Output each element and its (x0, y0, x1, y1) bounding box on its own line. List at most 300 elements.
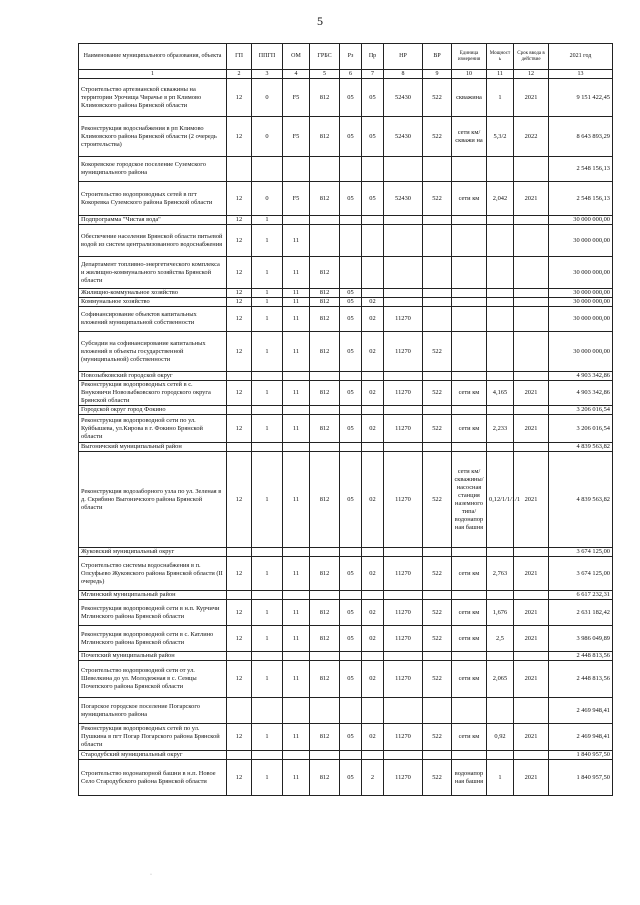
cell-vr (423, 591, 452, 600)
cell-gp: 12 (227, 117, 252, 157)
cell-gp: 12 (227, 557, 252, 591)
cell-pr (362, 406, 384, 415)
cell-commission (514, 751, 549, 760)
cell-capacity (487, 332, 514, 372)
cell-amount: 4 839 563,82 (549, 452, 613, 548)
cell-gp: 12 (227, 452, 252, 548)
cell-commission (514, 157, 549, 182)
cell-rz: 05 (340, 760, 362, 796)
cell-capacity (487, 307, 514, 332)
header-om: ОМ (283, 44, 310, 70)
cell-vr (423, 548, 452, 557)
cell-unit (452, 289, 487, 298)
cell-name: Жуковский муниципальный округ (79, 548, 227, 557)
cell-rz (340, 257, 362, 289)
cell-gp (227, 652, 252, 661)
cell-commission (514, 298, 549, 307)
cell-rz (340, 443, 362, 452)
cell-pr: 02 (362, 415, 384, 443)
col-number: 5 (310, 70, 340, 79)
cell-ppgp: 0 (252, 182, 283, 216)
cell-commission (514, 372, 549, 381)
cell-gp: 12 (227, 626, 252, 652)
cell-unit: сети км (452, 600, 487, 626)
cell-rz: 05 (340, 415, 362, 443)
cell-commission: 2021 (514, 79, 549, 117)
cell-rz (340, 548, 362, 557)
table-row (79, 724, 613, 751)
cell-gp: 12 (227, 257, 252, 289)
cell-commission (514, 257, 549, 289)
cell-rz: 05 (340, 289, 362, 298)
cell-grbs (310, 157, 340, 182)
cell-gp: 12 (227, 760, 252, 796)
cell-commission (514, 652, 549, 661)
cell-unit (452, 652, 487, 661)
cell-name: Коммунальное хозяйство (79, 298, 227, 307)
cell-vr (423, 157, 452, 182)
cell-ppgp (252, 698, 283, 724)
header-rz: Рз (340, 44, 362, 70)
cell-gp: 12 (227, 332, 252, 372)
header-gp: ГП (227, 44, 252, 70)
cell-nr: 52430 (384, 182, 423, 216)
cell-grbs: 812 (310, 724, 340, 751)
cell-commission (514, 591, 549, 600)
cell-om: 11 (283, 307, 310, 332)
table-row (79, 557, 613, 591)
table-row (79, 298, 613, 307)
cell-capacity: 2,042 (487, 182, 514, 216)
cell-unit: скважина (452, 79, 487, 117)
cell-om: F5 (283, 79, 310, 117)
col-number: 4 (283, 70, 310, 79)
table-row (79, 600, 613, 626)
col-number: 6 (340, 70, 362, 79)
cell-grbs (310, 443, 340, 452)
cell-grbs (310, 406, 340, 415)
cell-rz: 05 (340, 307, 362, 332)
cell-om (283, 372, 310, 381)
cell-pr (362, 698, 384, 724)
cell-grbs: 812 (310, 79, 340, 117)
cell-ppgp (252, 372, 283, 381)
cell-capacity: 1,676 (487, 600, 514, 626)
cell-commission (514, 332, 549, 372)
cell-commission (514, 406, 549, 415)
cell-rz: 05 (340, 557, 362, 591)
table-row (79, 415, 613, 443)
cell-pr (362, 257, 384, 289)
cell-name: Строительство водопроводной сети от ул. Шевелкина до ул. Молодежная в с. Семцы Почепского района Брянской области (79, 661, 227, 698)
cell-ppgp: 1 (252, 760, 283, 796)
header-year: 2021 год (549, 44, 613, 70)
cell-nr (384, 652, 423, 661)
col-number: 2 (227, 70, 252, 79)
cell-capacity (487, 548, 514, 557)
table-row (79, 443, 613, 452)
cell-ppgp: 1 (252, 332, 283, 372)
header-ppgp: ППГП (252, 44, 283, 70)
cell-gp: 12 (227, 182, 252, 216)
cell-name: Новозыбковский городской округ (79, 372, 227, 381)
cell-vr (423, 698, 452, 724)
cell-om (283, 406, 310, 415)
cell-pr: 02 (362, 724, 384, 751)
cell-name: Подпрограмма "Чистая вода" (79, 216, 227, 225)
table-row (79, 698, 613, 724)
cell-ppgp: 0 (252, 117, 283, 157)
cell-nr: 11270 (384, 626, 423, 652)
cell-unit (452, 332, 487, 372)
cell-rz: 05 (340, 452, 362, 548)
cell-name: Выгоничский муниципальный район (79, 443, 227, 452)
cell-gp: 12 (227, 289, 252, 298)
cell-amount: 30 000 000,00 (549, 332, 613, 372)
cell-grbs: 812 (310, 760, 340, 796)
table-row (79, 751, 613, 760)
cell-grbs: 812 (310, 600, 340, 626)
cell-nr (384, 372, 423, 381)
cell-gp: 12 (227, 724, 252, 751)
cell-grbs: 812 (310, 626, 340, 652)
cell-vr: 522 (423, 724, 452, 751)
cell-pr: 05 (362, 117, 384, 157)
cell-gp: 12 (227, 298, 252, 307)
table-header (79, 44, 613, 70)
cell-om: 11 (283, 298, 310, 307)
cell-ppgp: 1 (252, 600, 283, 626)
cell-om: F5 (283, 117, 310, 157)
cell-rz (340, 751, 362, 760)
cell-nr: 11270 (384, 452, 423, 548)
cell-pr: 05 (362, 79, 384, 117)
cell-unit (452, 591, 487, 600)
budget-table (78, 43, 613, 796)
cell-rz: 05 (340, 626, 362, 652)
cell-amount: 9 151 422,45 (549, 79, 613, 117)
cell-ppgp (252, 591, 283, 600)
cell-ppgp: 1 (252, 626, 283, 652)
cell-rz: 05 (340, 724, 362, 751)
cell-vr (423, 289, 452, 298)
col-number: 8 (384, 70, 423, 79)
scan-mark: · (150, 872, 152, 878)
cell-name: Мглинский муниципальный район (79, 591, 227, 600)
col-number: 12 (514, 70, 549, 79)
cell-rz (340, 216, 362, 225)
cell-commission: 2021 (514, 182, 549, 216)
cell-capacity (487, 652, 514, 661)
cell-grbs: 812 (310, 557, 340, 591)
table-row (79, 332, 613, 372)
cell-gp: 12 (227, 79, 252, 117)
cell-name: Софинансирование объектов капитальных вложений муниципальной собственности (79, 307, 227, 332)
cell-vr: 522 (423, 79, 452, 117)
cell-pr (362, 157, 384, 182)
cell-nr: 11270 (384, 661, 423, 698)
cell-ppgp: 1 (252, 298, 283, 307)
cell-nr: 11270 (384, 760, 423, 796)
cell-commission (514, 548, 549, 557)
cell-grbs: 812 (310, 289, 340, 298)
cell-capacity (487, 443, 514, 452)
cell-name: Строительство артезианской скважины на территории Урочища Чирачье в рп Климово Климовского района Брянской области (79, 79, 227, 117)
cell-vr (423, 652, 452, 661)
cell-unit: сети км (452, 661, 487, 698)
cell-capacity (487, 372, 514, 381)
cell-vr (423, 751, 452, 760)
cell-name: Реконструкция водозаборного узла по ул. Зеленая в д. Скрябино Выгоничского района Брянской области (79, 452, 227, 548)
cell-pr (362, 652, 384, 661)
cell-name: Реконструкция водопроводной сети в н.п. Курчичи Мглинского района Брянской области (79, 600, 227, 626)
cell-ppgp: 1 (252, 289, 283, 298)
cell-gp (227, 406, 252, 415)
cell-amount: 3 206 016,54 (549, 415, 613, 443)
table-row (79, 289, 613, 298)
cell-rz: 05 (340, 79, 362, 117)
cell-ppgp: 1 (252, 415, 283, 443)
cell-commission (514, 289, 549, 298)
table-row (79, 117, 613, 157)
cell-amount: 2 631 182,42 (549, 600, 613, 626)
cell-om: 11 (283, 289, 310, 298)
cell-unit (452, 406, 487, 415)
cell-nr (384, 289, 423, 298)
cell-amount: 3 674 125,00 (549, 548, 613, 557)
cell-capacity: 5,3/2 (487, 117, 514, 157)
cell-grbs (310, 751, 340, 760)
column-number-row (79, 70, 613, 79)
cell-ppgp: 0 (252, 79, 283, 117)
cell-name: Стародубский муниципальный округ (79, 751, 227, 760)
cell-amount: 30 000 000,00 (549, 216, 613, 225)
cell-pr (362, 548, 384, 557)
cell-grbs (310, 698, 340, 724)
cell-capacity: 0,92 (487, 724, 514, 751)
cell-vr (423, 406, 452, 415)
cell-pr (362, 443, 384, 452)
cell-unit: сети км/скважи на (452, 117, 487, 157)
cell-grbs (310, 548, 340, 557)
cell-grbs: 812 (310, 117, 340, 157)
cell-commission: 2021 (514, 600, 549, 626)
cell-name: Реконструкция водопроводных сетей по ул. Пушкина в пгт Погар Погарского района Брянской области (79, 724, 227, 751)
cell-vr: 522 (423, 452, 452, 548)
cell-om (283, 751, 310, 760)
cell-name: Субсидии на софинансирование капитальных вложений в объекты государственной (муниципальной) собственности (79, 332, 227, 372)
cell-amount: 2 448 813,56 (549, 661, 613, 698)
header-name: Наименование муниципального образования, объекта (79, 44, 227, 70)
cell-grbs: 812 (310, 332, 340, 372)
cell-grbs (310, 225, 340, 257)
cell-om: 11 (283, 225, 310, 257)
cell-pr: 02 (362, 600, 384, 626)
cell-nr: 11270 (384, 724, 423, 751)
col-number: 10 (452, 70, 487, 79)
cell-pr (362, 591, 384, 600)
cell-amount: 3 206 016,54 (549, 406, 613, 415)
table-row (79, 661, 613, 698)
cell-ppgp (252, 443, 283, 452)
cell-capacity: 1 (487, 79, 514, 117)
cell-gp (227, 157, 252, 182)
cell-vr: 522 (423, 600, 452, 626)
cell-commission: 2021 (514, 760, 549, 796)
cell-pr: 02 (362, 661, 384, 698)
cell-vr (423, 257, 452, 289)
cell-name: Почепский муниципальный район (79, 652, 227, 661)
cell-ppgp (252, 406, 283, 415)
cell-grbs: 812 (310, 381, 340, 406)
cell-amount: 30 000 000,00 (549, 307, 613, 332)
cell-name: Погарское городское поселение Погарского муниципального района (79, 698, 227, 724)
cell-commission (514, 225, 549, 257)
cell-capacity (487, 406, 514, 415)
cell-nr (384, 216, 423, 225)
cell-gp (227, 443, 252, 452)
table-row (79, 182, 613, 216)
cell-gp: 12 (227, 600, 252, 626)
cell-rz: 05 (340, 600, 362, 626)
cell-nr (384, 225, 423, 257)
cell-nr (384, 751, 423, 760)
cell-om (283, 698, 310, 724)
cell-gp (227, 548, 252, 557)
cell-grbs (310, 591, 340, 600)
cell-nr: 11270 (384, 600, 423, 626)
cell-rz (340, 591, 362, 600)
cell-amount: 3 986 049,89 (549, 626, 613, 652)
cell-rz: 05 (340, 661, 362, 698)
cell-vr: 522 (423, 760, 452, 796)
cell-nr: 11270 (384, 307, 423, 332)
cell-unit (452, 548, 487, 557)
cell-rz (340, 372, 362, 381)
cell-om (283, 216, 310, 225)
cell-nr (384, 298, 423, 307)
cell-capacity: 2,233 (487, 415, 514, 443)
table-row (79, 157, 613, 182)
cell-amount: 3 674 125,00 (549, 557, 613, 591)
cell-grbs (310, 372, 340, 381)
cell-ppgp: 1 (252, 216, 283, 225)
cell-capacity (487, 751, 514, 760)
cell-name: Реконструкция водопроводной сети по ул. Куйбышева, ул.Кирова в г. Фокино Брянской области (79, 415, 227, 443)
cell-pr (362, 225, 384, 257)
table-row (79, 406, 613, 415)
table-row (79, 216, 613, 225)
cell-amount: 30 000 000,00 (549, 257, 613, 289)
cell-unit: сети км/ скважины/ насосная станция наземного типа/ водонапор ная башня (452, 452, 487, 548)
cell-ppgp: 1 (252, 661, 283, 698)
cell-nr (384, 157, 423, 182)
cell-unit: сети км (452, 381, 487, 406)
table-row (79, 548, 613, 557)
cell-capacity (487, 216, 514, 225)
cell-om: 11 (283, 760, 310, 796)
cell-amount: 30 000 000,00 (549, 298, 613, 307)
cell-amount: 8 643 893,29 (549, 117, 613, 157)
cell-vr: 522 (423, 381, 452, 406)
cell-name: Жилищно-коммунальное хозяйство (79, 289, 227, 298)
cell-commission (514, 216, 549, 225)
cell-rz: 05 (340, 298, 362, 307)
cell-amount: 2 548 156,13 (549, 182, 613, 216)
cell-unit (452, 307, 487, 332)
header-vr: ВР (423, 44, 452, 70)
cell-ppgp (252, 652, 283, 661)
cell-om: 11 (283, 626, 310, 652)
cell-grbs: 812 (310, 452, 340, 548)
cell-grbs (310, 652, 340, 661)
cell-nr (384, 698, 423, 724)
cell-unit: водонапор ная башня (452, 760, 487, 796)
cell-vr: 522 (423, 117, 452, 157)
cell-amount: 4 903 342,86 (549, 381, 613, 406)
header-unit: Единица измерения (452, 44, 487, 70)
cell-ppgp: 1 (252, 557, 283, 591)
cell-pr (362, 751, 384, 760)
cell-grbs: 812 (310, 182, 340, 216)
cell-ppgp (252, 548, 283, 557)
table-row (79, 372, 613, 381)
cell-pr: 02 (362, 452, 384, 548)
cell-om (283, 157, 310, 182)
cell-om: 11 (283, 381, 310, 406)
cell-amount: 1 840 957,50 (549, 751, 613, 760)
cell-gp (227, 591, 252, 600)
cell-amount: 4 903 342,86 (549, 372, 613, 381)
cell-vr (423, 307, 452, 332)
cell-gp (227, 751, 252, 760)
cell-pr (362, 372, 384, 381)
cell-nr (384, 406, 423, 415)
cell-rz (340, 698, 362, 724)
cell-pr: 02 (362, 557, 384, 591)
table-row (79, 225, 613, 257)
cell-grbs: 812 (310, 257, 340, 289)
cell-rz: 05 (340, 381, 362, 406)
cell-gp: 12 (227, 381, 252, 406)
cell-ppgp: 1 (252, 257, 283, 289)
cell-commission: 2021 (514, 626, 549, 652)
cell-ppgp: 1 (252, 381, 283, 406)
cell-om: 11 (283, 332, 310, 372)
cell-nr: 11270 (384, 557, 423, 591)
table-row (79, 760, 613, 796)
cell-nr: 11270 (384, 332, 423, 372)
cell-pr: 05 (362, 182, 384, 216)
cell-vr: 522 (423, 415, 452, 443)
col-number: 11 (487, 70, 514, 79)
cell-vr (423, 372, 452, 381)
cell-unit (452, 443, 487, 452)
cell-rz: 05 (340, 182, 362, 216)
cell-capacity: 4,165 (487, 381, 514, 406)
cell-capacity: 1 (487, 760, 514, 796)
cell-om: 11 (283, 600, 310, 626)
cell-commission: 2021 (514, 557, 549, 591)
cell-om: 11 (283, 724, 310, 751)
cell-pr (362, 216, 384, 225)
cell-commission (514, 443, 549, 452)
cell-om (283, 443, 310, 452)
cell-unit: сети км (452, 415, 487, 443)
cell-nr (384, 548, 423, 557)
cell-amount: 2 448 813,56 (549, 652, 613, 661)
cell-rz (340, 406, 362, 415)
